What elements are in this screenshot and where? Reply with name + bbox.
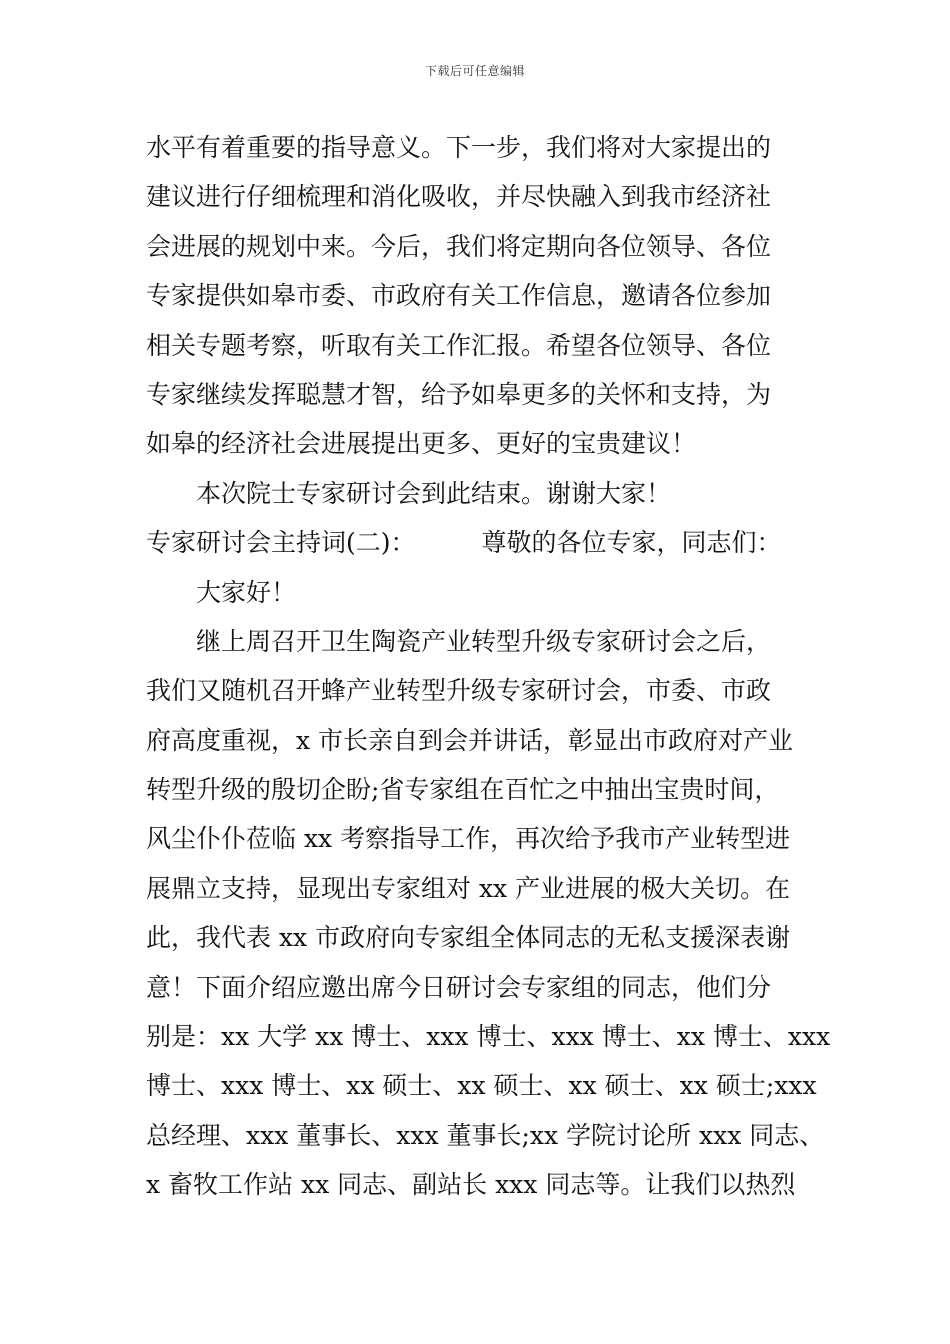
text-line: 相关专题考察，听取有关工作汇报。希望各位领导、各位 [146, 330, 772, 360]
text-line: 意！下面介绍应邀出席今日研讨会专家组的同志，他们分 [146, 972, 772, 1002]
section-title: 专家研讨会主持词(二)： [146, 528, 416, 558]
text-line: 大家好！ [196, 577, 297, 607]
text-line: 专家继续发挥聪慧才智，给予如皋更多的关怀和支持，为 [146, 379, 772, 409]
salutation: 尊敬的各位专家，同志们： [481, 528, 782, 558]
text-line: 专家提供如皋市委、市政府有关工作信息，邀请各位参加 [146, 281, 772, 311]
text-line: 本次院士专家研讨会到此结束。谢谢大家！ [196, 478, 672, 508]
text-line: 建议进行仔细梳理和消化吸收，并尽快融入到我市经济社 [146, 182, 772, 212]
paragraph-greeting [146, 568, 836, 617]
document-body [146, 123, 836, 1210]
text-line: 会进展的规划中来。今后，我们将定期向各位领导、各位 [146, 231, 772, 261]
page-header: 下载后可任意编辑 [424, 64, 525, 78]
paragraph-continuation [146, 123, 836, 469]
paragraph-main [146, 617, 836, 1210]
text-line: 府高度重视，x 市长亲自到会并讲话，彰显出市政府对产业 [146, 725, 794, 755]
text-line: 别是：xx 大学 xx 博士、xxx 博士、xxx 博士、xx 博士、xxx [146, 1022, 831, 1052]
text-line: 风尘仆仆莅临 xx 考察指导工作，再次给予我市产业转型进 [146, 824, 791, 854]
text-line: 总经理、xxx 董事长、xxx 董事长;xx 学院讨论所 xxx 同志、 [146, 1120, 825, 1150]
text-line: 转型升级的殷切企盼;省专家组在百忙之中抽出宝贵时间， [146, 775, 780, 805]
text-line: 水平有着重要的指导意义。下一步，我们将对大家提出的 [146, 133, 772, 162]
text-line: 我们又随机召开蜂产业转型升级专家研讨会，市委、市政 [146, 676, 772, 706]
section-title-line [146, 518, 836, 567]
text-line: x 畜牧工作站 xx 同志、副站长 xxx 同志等。让我们以热烈 [146, 1170, 796, 1200]
text-line: 如皋的经济社会进展提出更多、更好的宝贵建议！ [146, 429, 697, 459]
text-line: 展鼎立支持，显现出专家组对 xx 产业进展的极大关切。在 [146, 873, 791, 903]
paragraph-closing [146, 469, 836, 518]
text-line: 博士、xxx 博士、xx 硕士、xx 硕士、xx 硕士、xx 硕士;xxx [146, 1071, 817, 1101]
text-line: 此，我代表 xx 市政府向专家组全体同志的无私支援深表谢 [146, 923, 791, 953]
text-line: 继上周召开卫生陶瓷产业转型升级专家研讨会之后， [196, 626, 772, 656]
